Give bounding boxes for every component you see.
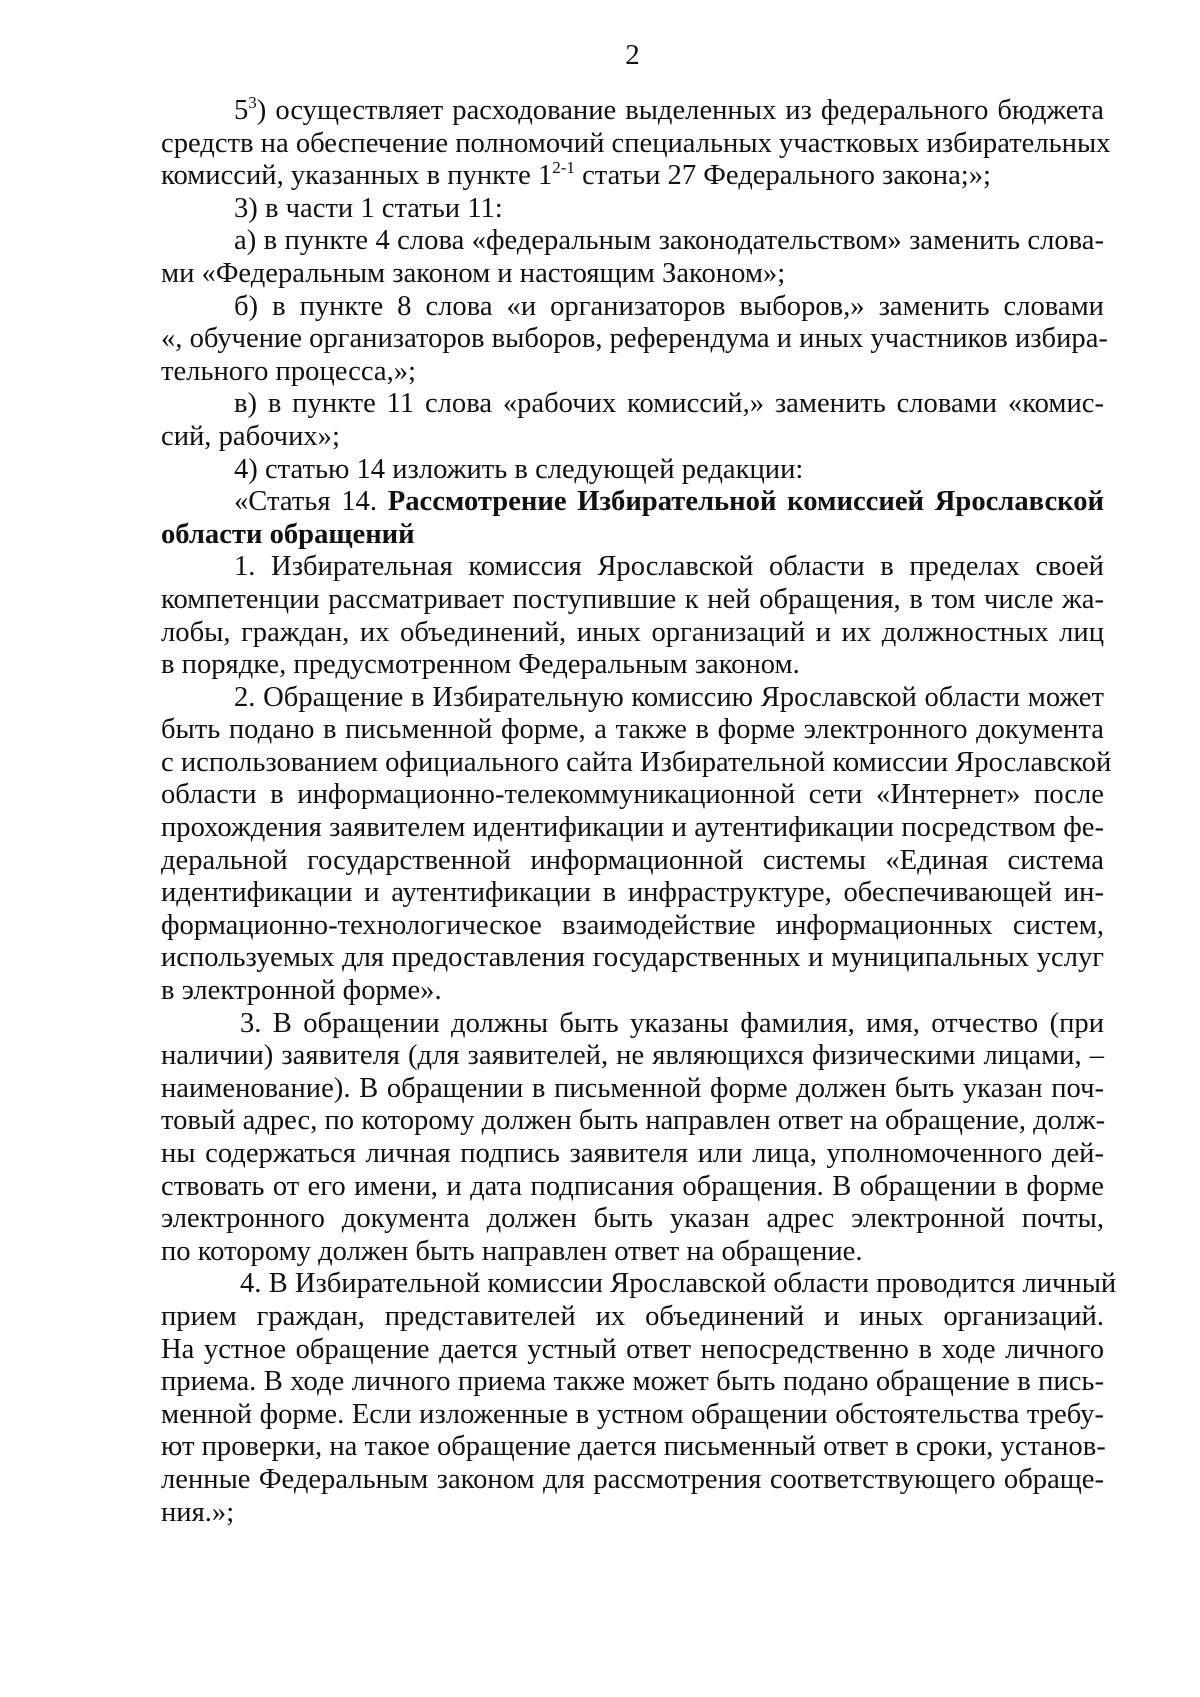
text-line: а) в пункте 4 слова «федеральным законодательством» заменить слова-	[234, 225, 1104, 257]
text-line: товый адрес, по которому должен быть направлен ответ на обращение, долж-	[161, 1105, 1106, 1137]
text-line: $5^3$) осуществляет расходование выделенных из федерального бюджета	[234, 93, 1104, 126]
text-line: б) в пункте 8 слова «и организаторов выборов,» заменить словами	[234, 290, 1104, 322]
text-line: приема. В ходе личного приема также может быть подано обращение в пись-	[161, 1366, 1104, 1398]
text-line: ми «Федеральным законом и настоящим Законом»;	[161, 257, 786, 289]
text-line: сий, рабочих»;	[161, 420, 340, 452]
text-line: в порядке, предусмотренном Федеральным законом.	[161, 649, 800, 681]
text-line: ствовать от его имени, и дата подписания обращения. В обращении в форме	[161, 1170, 1104, 1202]
text-line: с использованием официального сайта Избирательной комиссии Ярославской	[161, 746, 1112, 778]
text-line: лобы, граждан, их объединений, иных организаций и их должностных лиц	[161, 616, 1104, 648]
text-line: ны содержаться личная подпись заявителя или лица, уполномоченного дей-	[161, 1138, 1104, 1169]
text-line: в электронной форме».	[161, 975, 442, 1007]
text-line: электронного документа должен быть указан адрес электронной почты,	[161, 1203, 1104, 1235]
text-line: формационно-технологическое взаимодействие информационных систем,	[161, 909, 1104, 941]
page-number: 2	[625, 39, 640, 71]
article-heading-line	[161, 519, 1104, 552]
text-line: менной форме. Если изложенные в устном обращении обстоятельства требу-	[161, 1398, 1104, 1430]
text-line: используемых для предоставления государственных и муниципальных услуг	[161, 942, 1104, 974]
article-title: области обращений	[161, 518, 415, 550]
text-line: 3. В обращении должны быть указаны фамилия, имя, отчество (при	[240, 1007, 1104, 1039]
article-title: Рассмотрение Избирательной комиссией Ярославской	[387, 486, 1105, 518]
text-line: прием граждан, представителей их объединений и иных организаций.	[161, 1300, 1104, 1332]
article-heading-line: «Статья 14. Рассмотрение Избирательной комиссией Ярославской	[234, 486, 1105, 518]
text-line: наименование). В обращении в письменной форме должен быть указан поч-	[161, 1072, 1104, 1104]
text-line: быть подано в письменной форме, а также в форме электронного документа	[161, 714, 1104, 746]
text-line: по которому должен быть направлен ответ на обращение.	[161, 1235, 863, 1267]
text-line: 4) статью 14 изложить в следующей редакции:	[234, 453, 804, 485]
document-body	[161, 93, 1117, 1529]
text-line: идентификации и аутентификации в инфраструктуре, обеспечивающей ин-	[161, 877, 1104, 909]
text-line: комиссий, указанных в пункте 1$^{2-1}$ статьи 27 Федерального закона;»;	[161, 158, 991, 192]
text-line: деральной государственной информационной системы «Единая система	[161, 844, 1104, 876]
text-line: компетенции рассматривает поступившие к ней обращения, в том числе жа-	[161, 583, 1104, 615]
text-line: прохождения заявителем идентификации и аутентификации посредством фе-	[161, 812, 1104, 844]
text-line: 1. Избирательная комиссия Ярославской области в пределах своей	[234, 551, 1104, 583]
text-line: ния.»;	[161, 1496, 235, 1528]
text-line: 3) в части 1 статьи 11:	[234, 192, 503, 224]
text-line: ленные Федеральным законом для рассмотрения соответствующего обраще-	[161, 1463, 1104, 1495]
text-line: «, обучение организаторов выборов, референдума и иных участников избира-	[161, 323, 1108, 355]
text-line: 2. Обращение в Избирательную комиссию Ярославской области может	[234, 681, 1104, 713]
text-line: ют проверки, на такое обращение дается письменный ответ в сроки, установ-	[161, 1431, 1106, 1463]
text-line: тельного процесса,»;	[161, 355, 416, 387]
superscript: 2-1	[552, 158, 575, 178]
text-line: 4. В Избирательной комиссии Ярославской области проводится личный	[240, 1268, 1117, 1300]
superscript: 3	[248, 93, 257, 112]
text-line: средств на обеспечение полномочий специальных участковых избирательных	[161, 127, 1111, 159]
text-line: наличии) заявителя (для заявителей, не являющихся физическими лицами, –	[161, 1040, 1104, 1072]
text-line: в) в пункте 11 слова «рабочих комиссий,» заменить словами «комис-	[234, 388, 1104, 420]
text-line: На устное обращение дается устный ответ непосредственно в ходе личного	[161, 1333, 1104, 1365]
text-line: области в информационно-телекоммуникационной сети «Интернет» после	[161, 779, 1104, 811]
